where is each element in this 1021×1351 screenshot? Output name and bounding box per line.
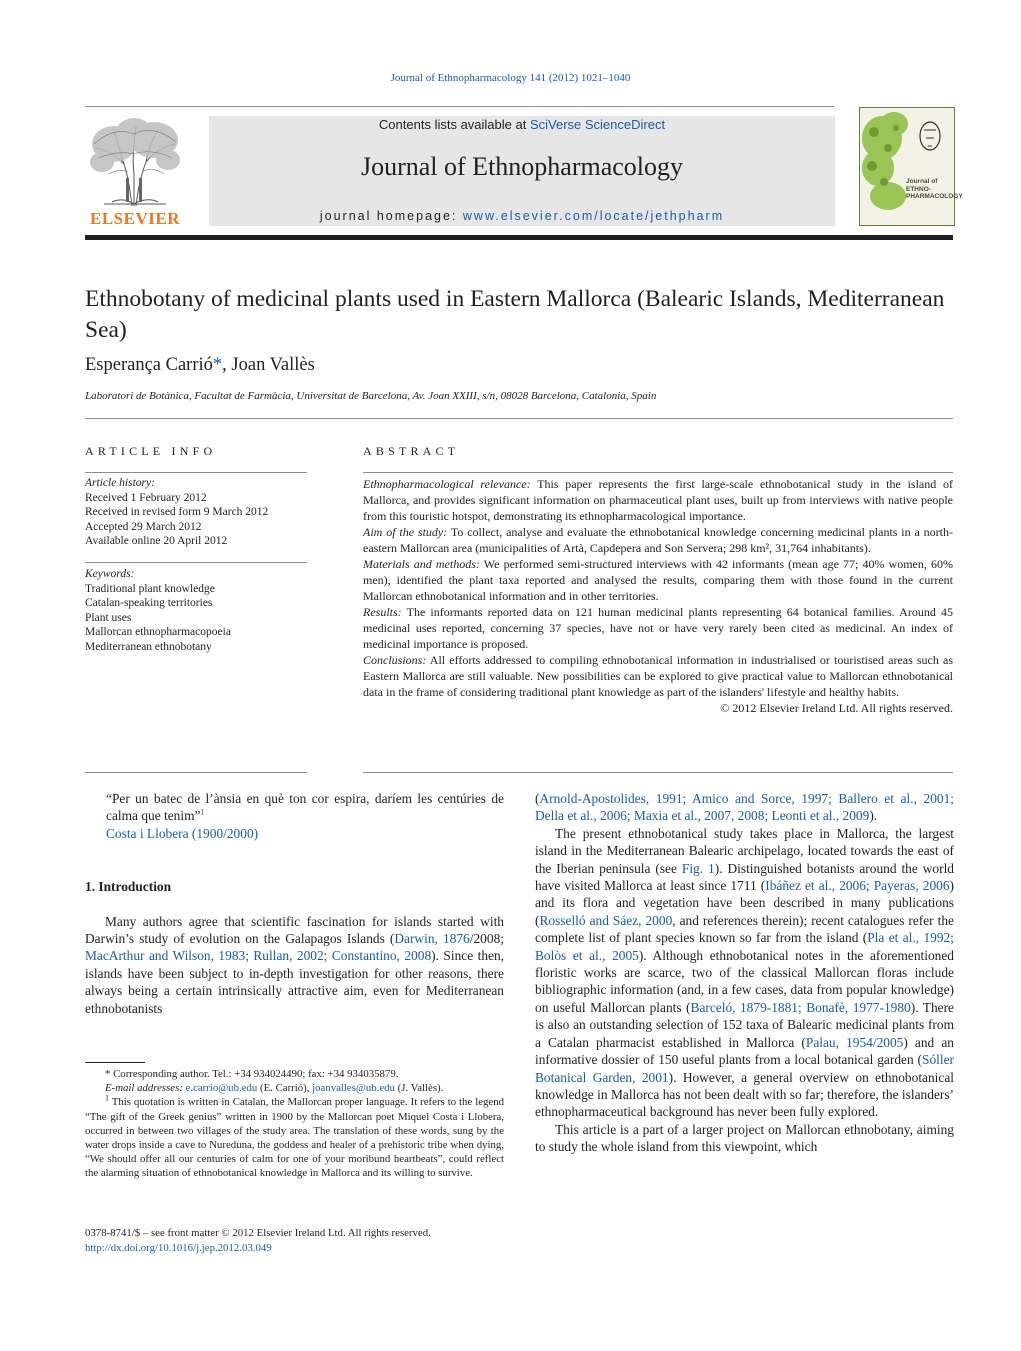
citation-link[interactable]: Palau, 1954/2005 [805, 1034, 904, 1050]
abstract-label: Materials and methods: [363, 557, 480, 571]
homepage-link[interactable]: www.elsevier.com/locate/jethpharm [462, 209, 725, 223]
abstract-text: This paper represents the first large-scale ethnobotanical study in the island of Mallorca, and provides significant information on pharmaceutical plant uses, built up from interviews with native people from this touristic hotspot, demonstrating its ethnopharmacological importance. [363, 477, 953, 523]
body-column-right [535, 790, 954, 1156]
journal-title: Journal of Ethnopharmacology [360, 152, 684, 181]
body-text: ). [869, 808, 878, 824]
body-text: ( [535, 791, 540, 806]
abstract-paragraph [363, 652, 953, 700]
contents-prefix: Contents lists available at [378, 117, 530, 132]
abstract-paragraph [363, 604, 953, 652]
author-list [85, 355, 315, 376]
abstract-paragraph [363, 524, 953, 556]
epigraph-text: “Per un batec de l’ànsia en què ton cor espira, daríem les centúries de calma que tenim” [106, 791, 504, 824]
citation-link[interactable]: Sóller Botanical Garden, 2001 [535, 1052, 954, 1085]
abstract-paragraph [363, 476, 953, 524]
citation-link[interactable]: Barceló, 1879-1881; Bonafè, 1977-1980 [690, 999, 911, 1015]
body-text: ). There is also an outstanding selection of 152 taxa of Balearic medicinal plants from a Catalan pharmacist established in Mallorca ( [535, 999, 955, 1050]
body-text: /2008; [469, 931, 504, 947]
abstract-paragraph [363, 556, 953, 604]
body-text: ) and its flora and vegetation have been described in many publications ( [535, 878, 954, 928]
epigraph-quote [106, 790, 504, 825]
email-link[interactable]: joanvalles@ub.edu [312, 1082, 395, 1095]
history-item: Received in revised form 9 March 2012 [85, 506, 269, 518]
doi-link[interactable]: http://dx.doi.org/10.1016/j.jep.2012.03.049 [85, 1242, 272, 1254]
citation-link[interactable]: MacArthur and Wilson, 1983; Rullan, 2002; Constantino, 2008 [85, 948, 432, 964]
footnote-mark[interactable]: 1 [200, 807, 205, 817]
history-item: Accepted 29 March 2012 [85, 520, 202, 533]
body-paragraph [85, 913, 504, 1017]
section-heading-introduction: 1. Introduction [85, 879, 172, 895]
citation-link[interactable]: Pla et al., 1992; Bolòs et al., 2005 [535, 930, 954, 963]
keyword: Mallorcan ethnopharmacopoeia [85, 626, 231, 638]
email-link[interactable]: e.carrio@ub.edu [185, 1082, 258, 1095]
article-info-rule [85, 472, 307, 473]
abstract-heading: ABSTRACT [363, 444, 460, 458]
cover-art-icon [860, 108, 963, 225]
front-matter-info [85, 1226, 535, 1256]
footnote-mark: * [105, 1068, 111, 1080]
email-owner: (E. Carrió), [257, 1082, 313, 1095]
abstract-label: Aim of the study: [363, 525, 448, 539]
homepage-line [209, 209, 835, 223]
article-info-rule [85, 772, 307, 773]
journal-citation[interactable]: Journal of Ethnopharmacology 141 (2012) 1021–1040 [390, 72, 631, 84]
body-text: ). However, a general overview on ethnobotanical knowledge in Mallorca has not been dealt with so far; therefore, the islanders’ ethnopharmaceutical background has never been fully explored. [535, 1069, 955, 1120]
footnote-mark: 1 [105, 1093, 109, 1103]
history-item: Available online 20 April 2012 [85, 535, 228, 547]
body-paragraph [535, 790, 954, 825]
citation-link[interactable]: Rosselló and Sáez, 2000 [539, 912, 673, 928]
history-label: Article history: [85, 477, 155, 489]
author-separator: , [222, 355, 232, 375]
keywords [85, 567, 315, 654]
footnote-text: This quotation is written in Catalan, the Mallorcan proper language. It refers to the legend “The gift of the Greek genius” written in 1900 by the Mallorcan poet Miquel Costa i Llobera, occurred in between two villages of the study area. The translation of these words, sung by the water drops inside a cave to Nureduna, the goddess and healer of a prehistoric tribe when dying, “We should offer all our centuries of calm for one of your moribund heartbeats”, could reflect the alarming situation of ethnobotanical knowledge in Mallorca and its willing to survive. [85, 1096, 504, 1180]
body-text: ). Although ethnobotanical notes in the aforementioned floristic works are scarce, two of the classical Mallorcan floras include bibliographic information (and, in a few cases, data from popular knowledge) on useful Mallorcan plants ( [535, 947, 954, 1015]
issn-line: 0378-8741/$ – see front matter © 2012 Elsevier Ireland Ltd. All rights reserved. [85, 1227, 431, 1239]
affiliation: Laboratori de Botànica, Facultat de Farmàcia, Universitat de Barcelona, Av. Joan XXIII, s/n, 08028 Barcelona, Catalonia, Spain [85, 390, 657, 402]
email-label: E-mail addresses: [105, 1082, 183, 1095]
header-rule [85, 106, 834, 107]
article-history [85, 476, 315, 549]
homepage-prefix: journal homepage: [319, 209, 463, 223]
body-text: ) and an informative dossier of 150 useful plants from a local botanical garden ( [535, 1034, 954, 1068]
cover-title: Journal of ETHNO-PHARMACOLOGY [906, 178, 963, 200]
title-rule [85, 418, 953, 419]
contents-line [209, 117, 835, 132]
body-text: The present ethnobotanical study takes place in Mallorca, the largest island in the Mediterranean Balearic archipelago, located towards the east of the Iberian peninsula (see [535, 825, 954, 876]
footnote-rule [85, 1062, 145, 1063]
translation-footnote [85, 1095, 504, 1180]
keyword: Plant uses [85, 611, 132, 624]
history-item: Received 1 February 2012 [85, 491, 207, 504]
abstract-label: Results: [363, 605, 402, 619]
footnote-text: Corresponding author. Tel.: +34 934024490; fax: +34 934035879. [110, 1068, 399, 1080]
abstract-rule [363, 772, 953, 773]
citation-link[interactable]: Arnold-Apostolides, 1991; Amico and Sorce, 1997; Ballero et al., 2001; Della et al., 2006; Maxia et al., 2007, 2008; Leonti et al., 2009 [535, 791, 954, 824]
keyword: Catalan-speaking territories [85, 597, 213, 609]
body-paragraph [535, 825, 954, 1121]
keyword: Mediterranean ethnobotany [85, 640, 212, 653]
sciencedirect-link[interactable]: SciVerse ScienceDirect [529, 117, 666, 132]
email-footnote [85, 1081, 504, 1095]
abstract-rule [363, 472, 953, 473]
abstract-body [363, 476, 953, 716]
body-text: ). Distinguished botanists around the world have visited Mallorca at least since 1711 ( [535, 860, 954, 894]
body-paragraph: This article is a part of a larger project on Mallorcan ethnobotany, aiming to study the whole island from this viewpoint, which [535, 1121, 954, 1155]
abstract-label: Ethnopharmacological relevance: [363, 477, 531, 491]
body-text: , and references therein); recent catalogues refer the complete list of plant species known so far from the island ( [535, 912, 954, 946]
email-owner: (J. Vallès). [394, 1082, 444, 1095]
body-text: Many authors agree that scientific fascination for islands started with Darwin’s study of evolution on the Galapagos Islands ( [85, 913, 504, 947]
citation-link[interactable]: Darwin, 1876 [394, 931, 470, 947]
epigraph-source-link[interactable]: Costa i Llobera (1900/2000) [106, 825, 259, 841]
elsevier-wordmark: ELSEVIER [90, 209, 180, 228]
keywords-label: Keywords: [85, 568, 135, 580]
body-text: ). Since then, islands have been subject to in-depth investigation for other reasons, there always being a certain intrinsically attractive aim, even for Mediterranean ethnobotanists [85, 948, 504, 1016]
figure-link[interactable]: Fig. 1 [681, 860, 715, 876]
journal-cover-thumbnail[interactable] [859, 107, 963, 226]
article-title: Ethnobotany of medicinal plants used in Eastern Mallorca (Balearic Islands, Mediterranean Sea) [85, 286, 945, 343]
abstract-text: To collect, analyse and evaluate the ethnobotanical knowledge concerning medicinal plants in a north-eastern Mallorcan area (municipalities of Artà, Capdepera and Son Servera; 298 km², 31,764 inhabitants). [363, 525, 954, 555]
abstract-text: All efforts addressed to compiling ethnobotanical information in industrialised or touristised areas such as Eastern Mallorca are still valuable. New possibilities can be explored to give practical value to Mallorcan ethnobotanical data in the frame of considering traditional plant knowledge as part of the islanders' lifestyle and healthy habits. [363, 653, 953, 699]
journal-header-box [209, 116, 835, 226]
body-column-left [85, 790, 504, 1017]
copyright-notice: © 2012 Elsevier Ireland Ltd. All rights reserved. [720, 701, 953, 715]
header-thick-rule [85, 235, 953, 240]
abstract-label: Conclusions: [363, 653, 427, 667]
article-info-heading: ARTICLE INFO [85, 444, 217, 458]
corresponding-author-footnote [85, 1067, 504, 1081]
corresponding-author-mark[interactable]: * [212, 355, 223, 375]
abstract-text: We performed semi-structured interviews with 42 informants (mean age 77; 40% women, 60% men), identified the plant taxa reported and analysed the results, comparing them with those found in the current Mallorcan ethnobotanical information and in other territories. [363, 557, 953, 603]
keyword: Traditional plant knowledge [85, 582, 215, 595]
article-info-rule [85, 562, 307, 563]
author-name[interactable]: Joan Vallès [231, 355, 315, 375]
footnotes [85, 1067, 504, 1181]
epigraph [85, 790, 504, 842]
abstract-text: The informants reported data on 121 human medicinal plants representing 64 botanical families. Around 45 medicinal uses reported, concerning 37 species, have not or have very rarely been cited as medicinal. An index of medicinal importance is proposed. [363, 605, 953, 651]
author-name[interactable]: Esperança Carrió [85, 355, 213, 375]
citation-link[interactable]: Ibáñez et al., 2006; Payeras, 2006 [765, 878, 950, 894]
